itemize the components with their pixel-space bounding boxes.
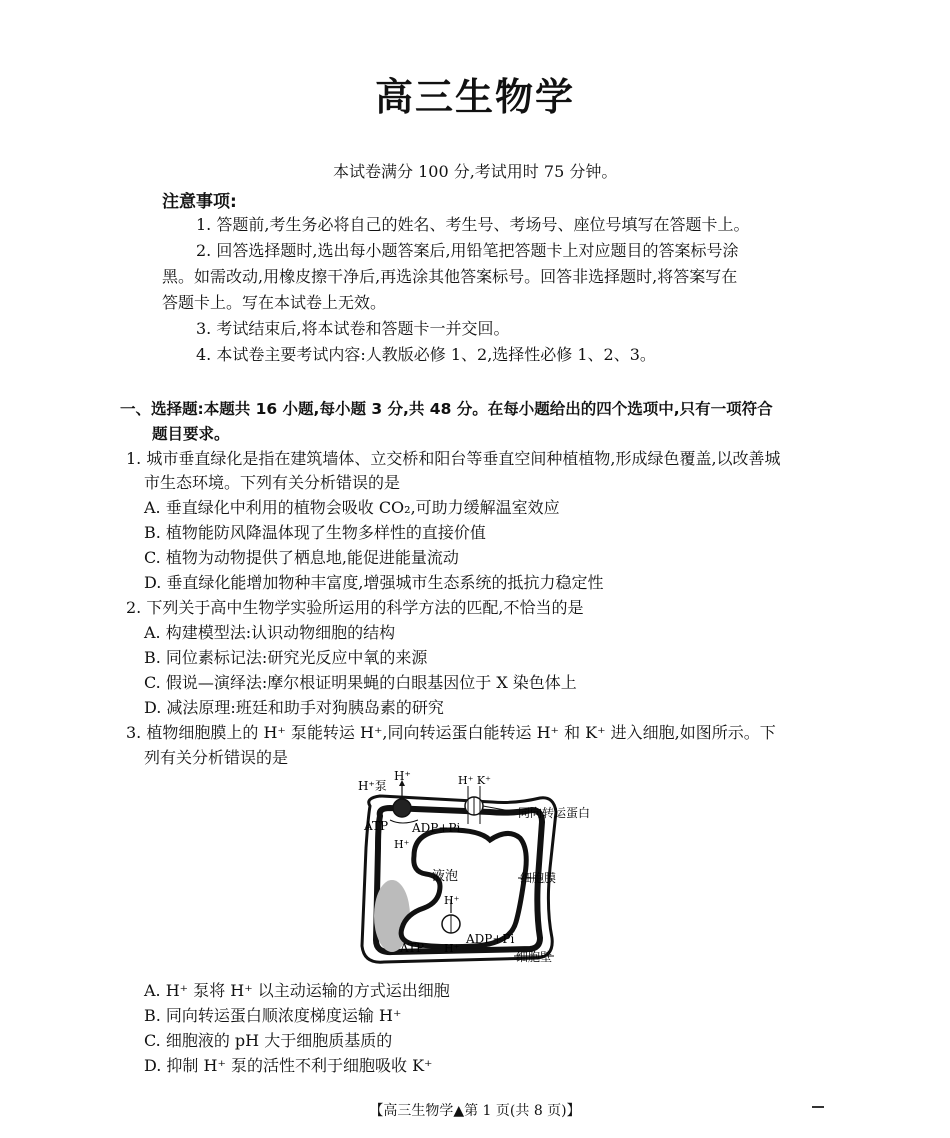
label-h-pump: H⁺泵 xyxy=(358,779,387,793)
label-atp-bottom: ATP xyxy=(400,941,425,955)
notice-line-3: 黑。如需改动,用橡皮擦干净后,再选涂其他答案标号。回答非选择题时,将答案写在 xyxy=(162,267,738,286)
label-symporter: 同向转运蛋白 xyxy=(518,806,591,820)
q1-stem-2: 市生态环境。下列有关分析错误的是 xyxy=(144,473,401,492)
q2-option-c: C. 假说—演绎法:摩尔根证明果蝇的白眼基因位于 X 染色体上 xyxy=(144,673,577,692)
q1-option-c: C. 植物为动物提供了栖息地,能促进能量流动 xyxy=(144,548,459,567)
page-title: 高三生物学 xyxy=(374,75,575,119)
notice-line-5: 3. 考试结束后,将本试卷和答题卡一并交回。 xyxy=(196,319,510,338)
notice-line-6: 4. 本试卷主要考试内容:人教版必修 1、2,选择性必修 1、2、3。 xyxy=(196,345,656,364)
label-h-vacuole: H⁺ xyxy=(444,894,460,907)
label-atp-top: ATP xyxy=(364,819,389,833)
section-heading-1: 一、选择题:本题共 16 小题,每小题 3 分,共 48 分。在每小题给出的四个选项中,只有一项符合 xyxy=(120,400,773,418)
label-vacuole: 液泡 xyxy=(432,869,459,884)
page-footer: 【高三生物学▲第 1 页(共 8 页)】 xyxy=(369,1103,581,1119)
q2-option-b: B. 同位素标记法:研究光反应中氧的来源 xyxy=(144,648,428,667)
q1-option-b: B. 植物能防风降温体现了生物多样性的直接价值 xyxy=(144,523,486,542)
q3-option-c: C. 细胞液的 pH 大于细胞质基质的 xyxy=(144,1031,393,1050)
q1-option-a: A. 垂直绿化中利用的植物会吸收 CO₂,可助力缓解温室效应 xyxy=(144,498,560,517)
q2-option-a: A. 构建模型法:认识动物细胞的结构 xyxy=(144,623,396,642)
q2-stem: 2. 下列关于高中生物学实验所运用的科学方法的匹配,不恰当的是 xyxy=(126,598,584,617)
label-adp-bottom: ADP+Pi xyxy=(466,932,515,946)
section-heading-2: 题目要求。 xyxy=(152,425,230,443)
q3-option-a: A. H⁺ 泵将 H⁺ 以主动运输的方式运出细胞 xyxy=(144,981,450,1000)
notice-line-4: 答题卡上。写在本试卷上无效。 xyxy=(162,293,387,312)
q3-option-d: D. 抑制 H⁺ 泵的活性不利于细胞吸收 K⁺ xyxy=(144,1056,433,1075)
notice-heading: 注意事项: xyxy=(162,192,237,212)
vacuole-outline xyxy=(401,830,526,947)
label-membrane: 细胞膜 xyxy=(520,871,557,885)
q3-option-b: B. 同向转运蛋白顺浓度梯度运输 H⁺ xyxy=(144,1006,402,1025)
h-pump-icon xyxy=(393,799,411,817)
notice-line-1: 1. 答题前,考生务必将自己的姓名、考生号、考场号、座位号填写在答题卡上。 xyxy=(196,215,750,234)
notice-line-2: 2. 回答选择题时,选出每小题答案后,用铅笔把答题卡上对应题目的答案标号涂 xyxy=(196,241,739,260)
q2-option-d: D. 减法原理:班廷和助手对狗胰岛素的研究 xyxy=(144,698,444,717)
label-h-inner: H⁺ xyxy=(394,838,410,851)
q3-stem-2: 列有关分析错误的是 xyxy=(144,748,289,767)
exam-intro: 本试卷满分 100 分,考试用时 75 分钟。 xyxy=(333,162,618,181)
q1-option-d: D. 垂直绿化能增加物种丰富度,增强城市生态系统的抵抗力稳定性 xyxy=(144,573,604,592)
q3-stem-1: 3. 植物细胞膜上的 H⁺ 泵能转运 H⁺,同向转运蛋白能转运 H⁺ 和 K⁺ 进入细胞,如图所示。下 xyxy=(126,723,776,742)
label-h-bottom: H⁺ xyxy=(444,942,460,955)
corner-mark xyxy=(812,1106,824,1108)
cell-diagram xyxy=(340,768,620,974)
label-h-top: H⁺ xyxy=(394,769,411,783)
label-wall: 细胞壁 xyxy=(516,950,553,964)
label-adp-top: ADP+Pi xyxy=(412,821,461,835)
q1-stem-1: 1. 城市垂直绿化是指在建筑墙体、立交桥和阳台等垂直空间种植植物,形成绿色覆盖,以改善城 xyxy=(126,449,781,468)
label-hk-top: H⁺ K⁺ xyxy=(458,774,491,787)
